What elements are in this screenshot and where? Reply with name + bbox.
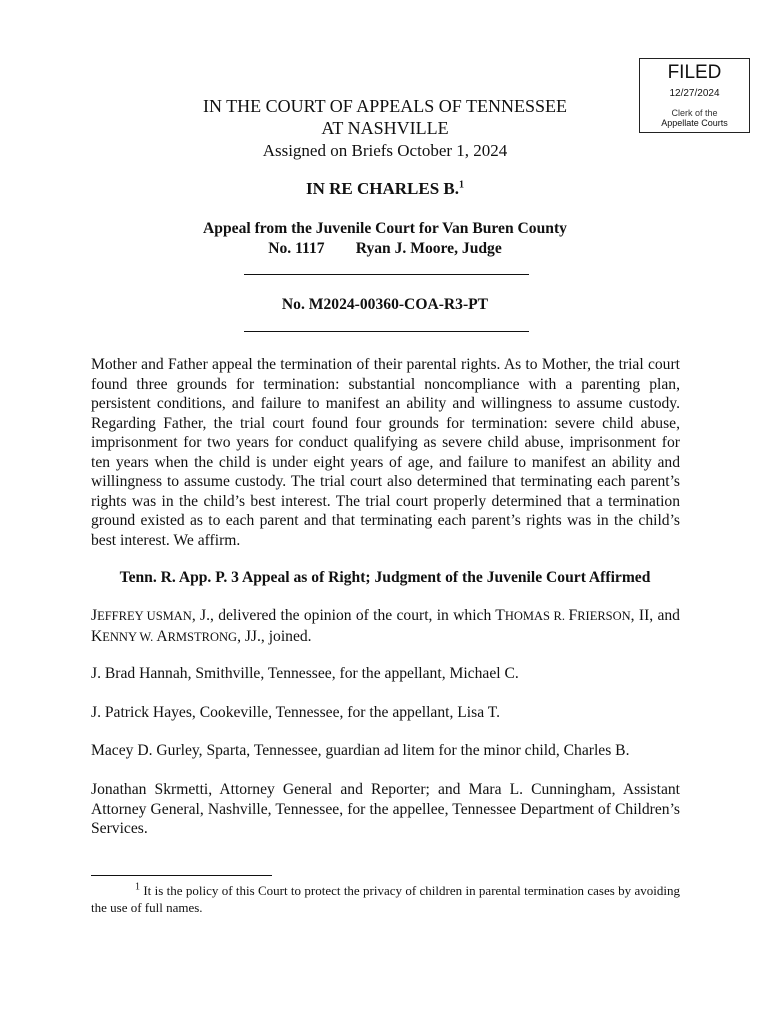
appeal-from: Appeal from the Juvenile Court for Van Buren County: [203, 220, 567, 237]
stamp-filed: FILED: [667, 62, 722, 83]
counsel-guardian: Macey D. Gurley, Sparta, Tennessee, guardian ad litem for the minor child, Charles B.: [91, 742, 630, 759]
counsel-appellee: Jonathan Skrmetti, Attorney General and Reporter; and Mara L. Cunningham, Assistant Attorney General, Nashville, Tennessee, for the appellee, Tennessee Department of Children’s Services.: [91, 781, 680, 837]
summary-paragraph: Mother and Father appeal the termination of their parental rights. As to Mother, the trial court found three grounds for termination: substantial noncompliance with a parenting plan, persistent conditions, and failure to manifest an ability and willingness to assume custody. Regarding Father, the trial court found four grounds for termination: severe child abuse, imprisonment for two years for conduct qualifying as severe child abuse, imprisonment for ten years when the child is under eight years of age, and failure to manifest an ability and willingness to assume custody. The trial court also determined that terminating each parent’s rights was in the child’s best interest. The trial court properly determined that a termination ground existed as to each parent and that terminating each parent’s rights was in the child’s best interest. We affirm.: [91, 356, 680, 549]
divider-bottom: [244, 331, 529, 332]
trial-judge: Ryan J. Moore, Judge: [355, 240, 502, 257]
stamp-court: Appellate Courts: [661, 118, 728, 128]
stamp-date: 12/27/2024: [669, 88, 720, 99]
disposition: Tenn. R. App. P. 3 Appeal as of Right; Judgment of the Juvenile Court Affirmed: [119, 569, 651, 586]
case-title-text: IN RE CHARLES B.: [305, 179, 460, 198]
counsel-appellant-mother: J. Patrick Hayes, Cookeville, Tennessee, for the appellant, Lisa T.: [91, 704, 500, 721]
court-name: IN THE COURT OF APPEALS OF TENNESSEE: [203, 96, 567, 116]
court-location: AT NASHVILLE: [321, 118, 449, 138]
trial-info: [0, 239, 770, 259]
docket-number: No. M2024-00360-COA-R3-PT: [281, 296, 489, 313]
divider-top: [244, 274, 529, 275]
footnote-ref: 1: [459, 179, 465, 191]
footnote: [91, 882, 680, 916]
footnote-text: It is the policy of this Court to protect the privacy of children in parental termination cases by avoiding the use of full names.: [91, 883, 680, 915]
trial-number: No. 1117: [268, 240, 325, 257]
assigned-date: Assigned on Briefs October 1, 2024: [262, 141, 508, 160]
opinion-author-paragraph: JEFFREY USMAN, J., delivered the opinion of the court, in which THOMAS R. FRIERSON, II, and KENNY W. ARMSTRONG, JJ., joined.: [91, 607, 680, 645]
case-title: [0, 178, 770, 199]
footnote-number: 1: [135, 881, 140, 893]
counsel-appellant-father: J. Brad Hannah, Smithville, Tennessee, for the appellant, Michael C.: [91, 665, 519, 682]
footnote-divider: [91, 875, 272, 876]
stamp-clerk: Clerk of the: [671, 108, 718, 118]
